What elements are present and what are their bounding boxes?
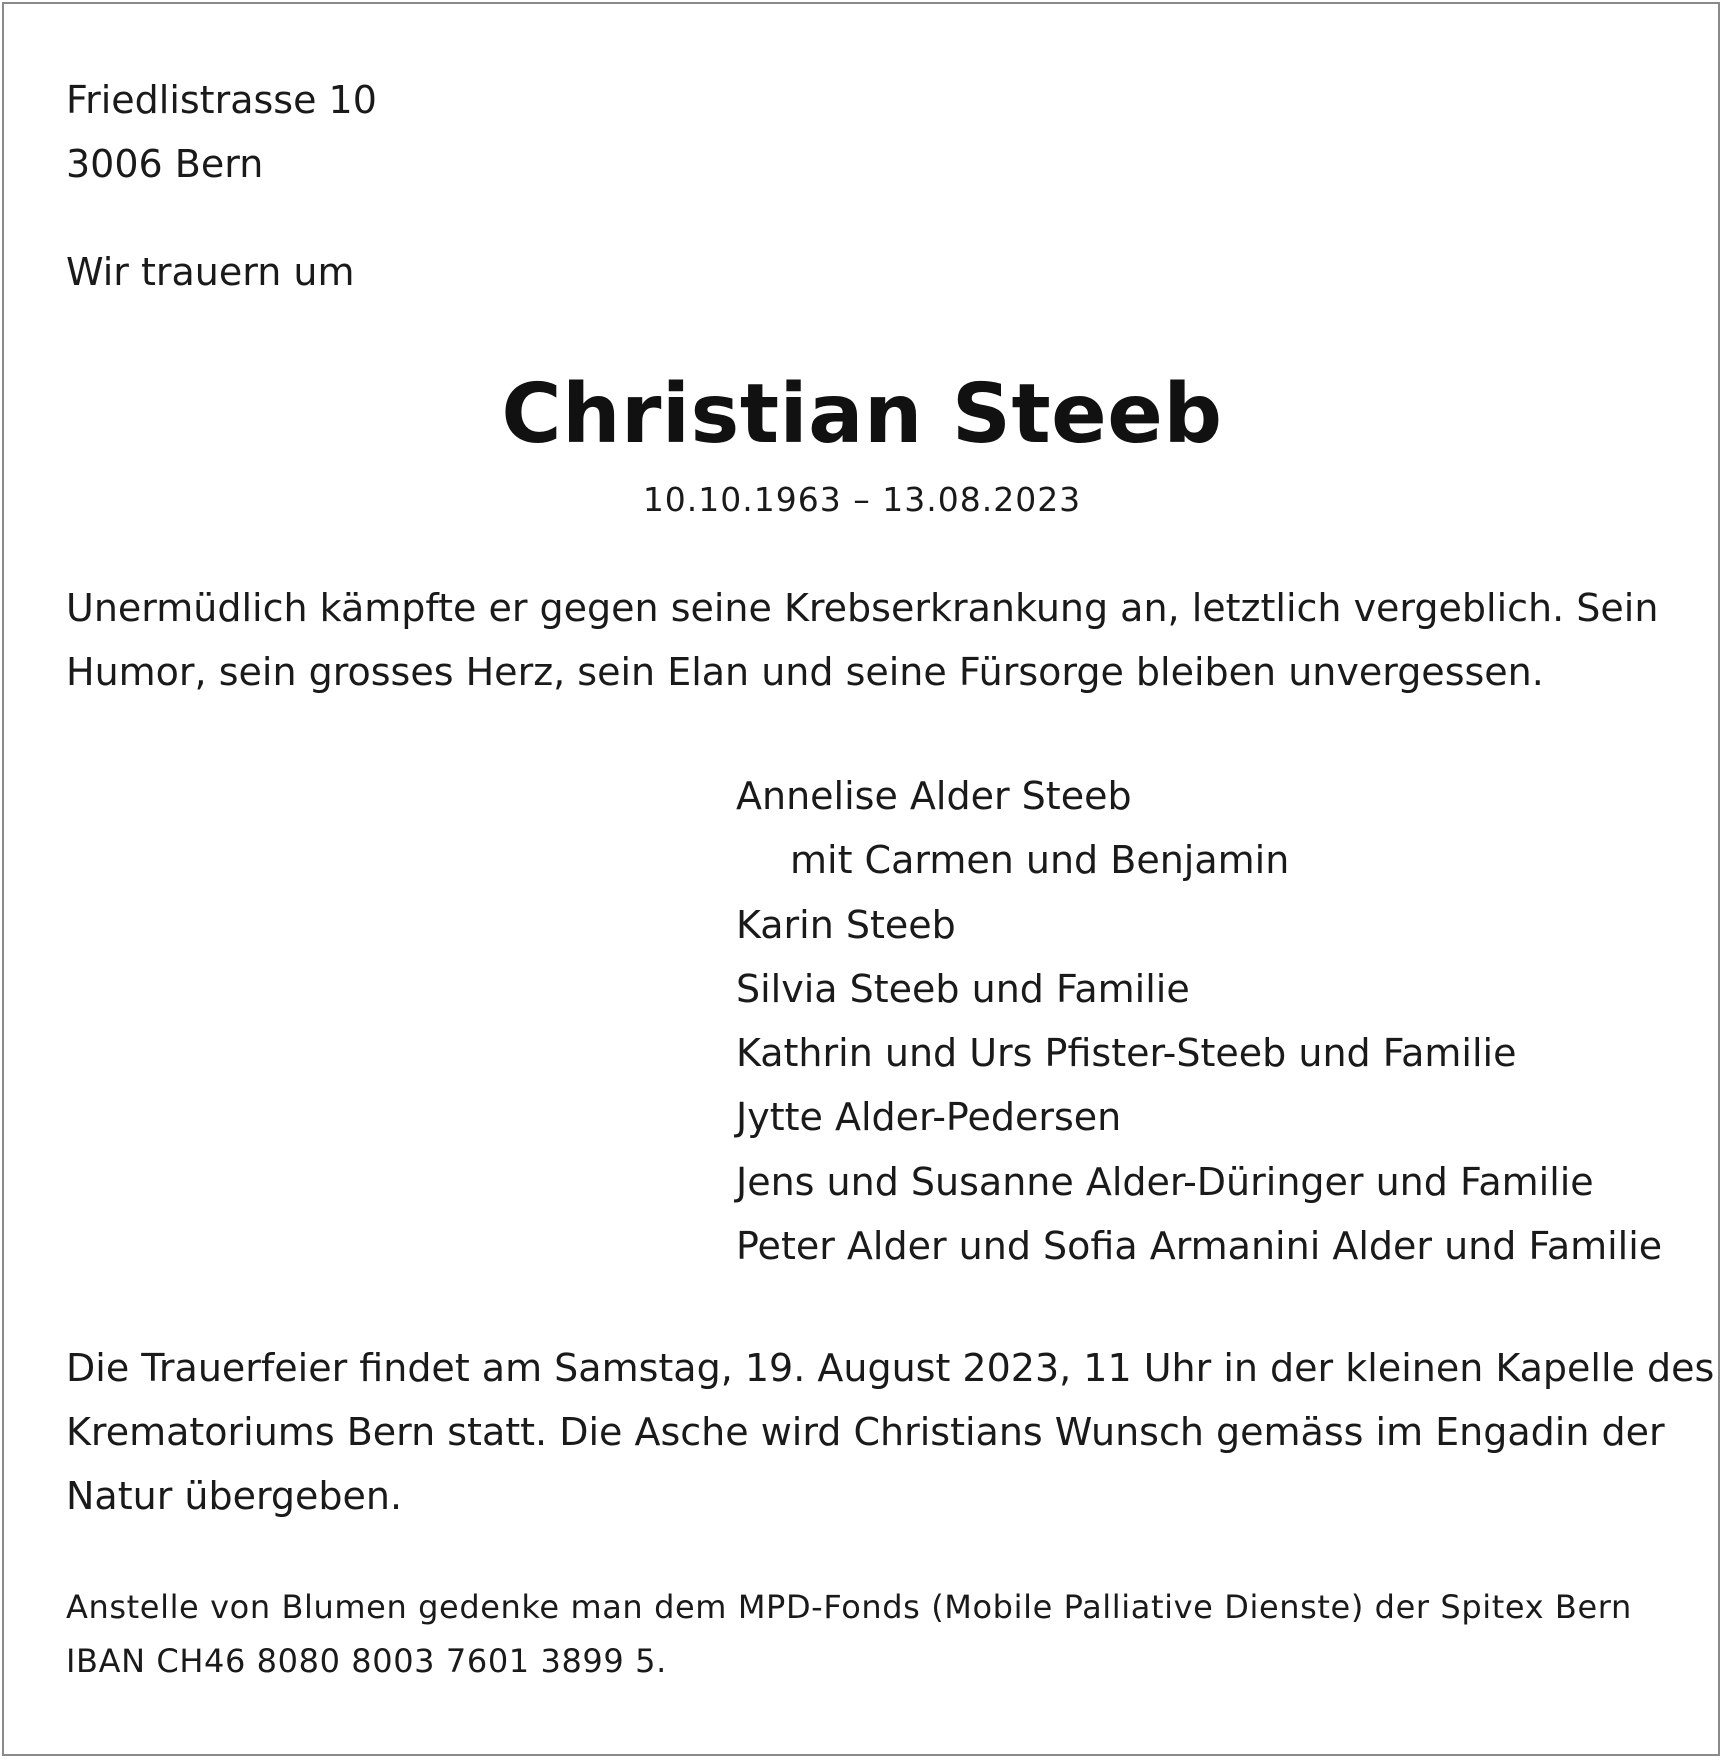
mourner-name: Karin Steeb (736, 902, 956, 947)
tribute-line: Unermüdlich kämpfte er gegen seine Krebserkrankung an, letztlich vergeblich. Sein (66, 586, 1659, 630)
tribute-paragraph (66, 576, 1659, 704)
deceased-name: Christian Steeb (501, 367, 1223, 462)
ceremony-paragraph (66, 1336, 1715, 1528)
mourner-name: Peter Alder und Sofia Armanini Alder und Familie (736, 1224, 1663, 1269)
intro-text: Wir trauern um (66, 250, 355, 294)
mourner-name: Annelise Alder Steeb (736, 774, 1132, 818)
mourner-name: Jytte Alder-Pedersen (736, 1095, 1122, 1140)
tribute-line: Humor, sein grosses Herz, sein Elan und seine Fürsorge bleiben unvergessen. (66, 650, 1544, 694)
donation-iban: IBAN CH46 8080 8003 7601 3899 5. (66, 1642, 667, 1680)
mourner-name: mit Carmen und Benjamin (790, 838, 1290, 883)
donation-line: Anstelle von Blumen gedenke man dem MPD-Fonds (Mobile Palliative Dienste) der Spitex Bern (66, 1588, 1632, 1626)
life-dates: 10.10.1963 – 13.08.2023 (642, 480, 1082, 519)
ceremony-line: Natur übergeben. (66, 1474, 403, 1518)
donation-note (66, 1580, 1632, 1688)
address-street: Friedlistrasse 10 (66, 78, 377, 122)
mourner-name: Jens und Susanne Alder-Düringer und Familie (736, 1159, 1594, 1204)
ceremony-line: Krematoriums Bern statt. Die Asche wird Christians Wunsch gemäss im Engadin der (66, 1410, 1665, 1454)
address-block (66, 68, 377, 196)
mourner-name: Silvia Steeb und Familie (736, 966, 1190, 1011)
mourner-name: Kathrin und Urs Pfister-Steeb und Familie (736, 1031, 1517, 1076)
address-city: 3006 Bern (66, 142, 264, 186)
mourners-list (736, 764, 1662, 1278)
ceremony-line: Die Trauerfeier findet am Samstag, 19. August 2023, 11 Uhr in der kleinen Kapelle des (66, 1346, 1715, 1390)
